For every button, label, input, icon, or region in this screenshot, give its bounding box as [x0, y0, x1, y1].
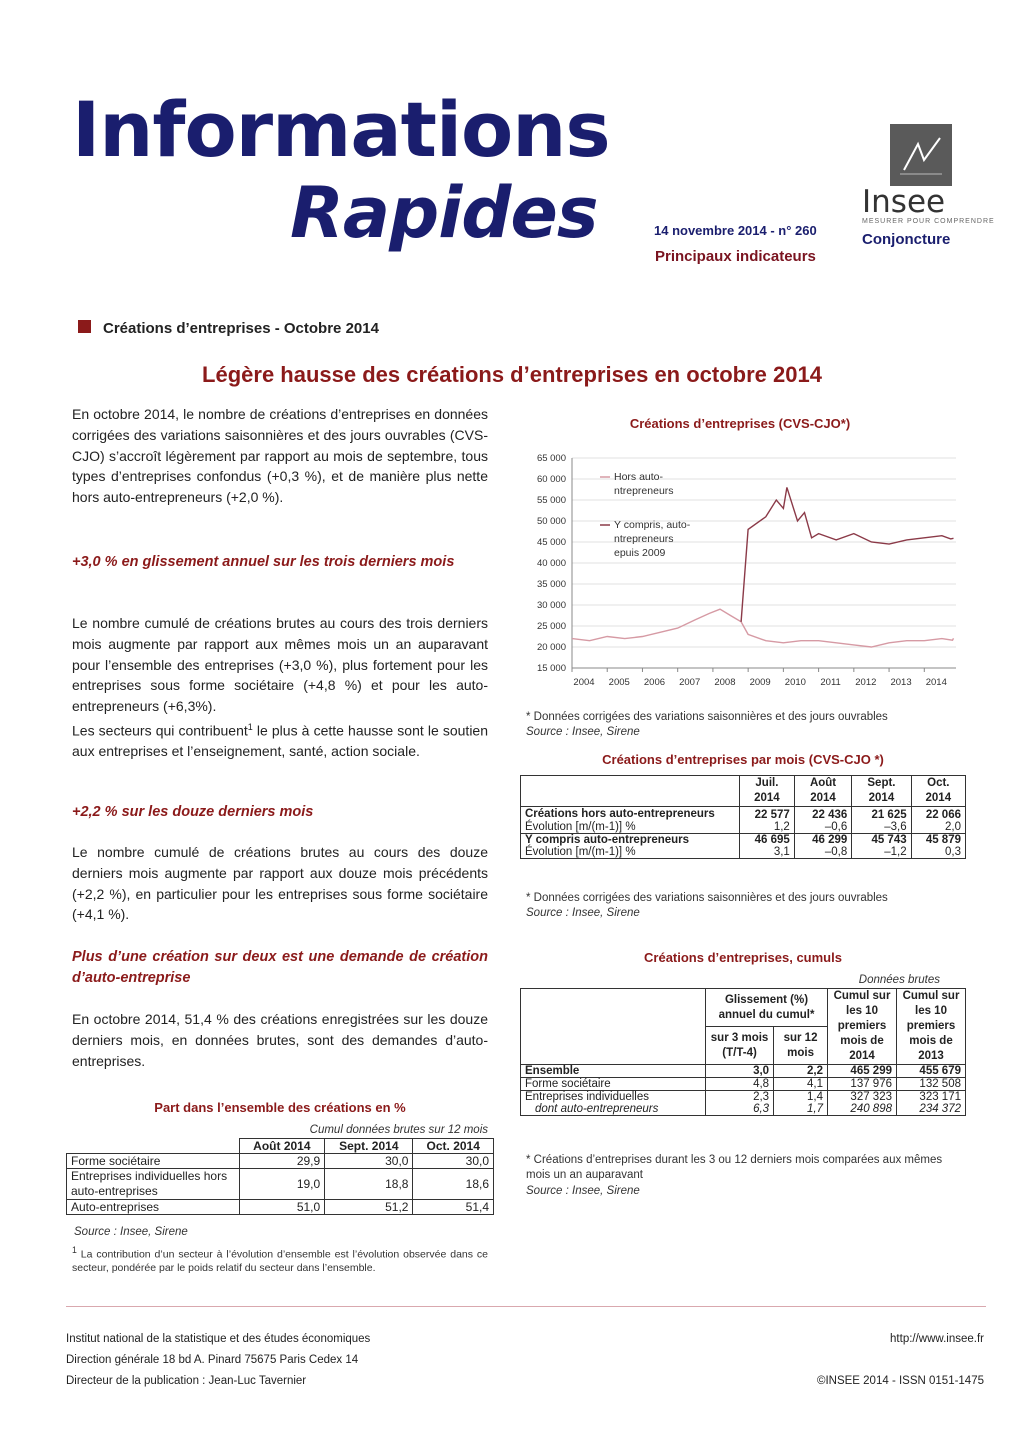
x-tick-label: 2008 [714, 677, 736, 688]
table-row [521, 1078, 966, 1091]
table-cell: 132 508 [897, 1078, 966, 1091]
table-row [521, 1091, 966, 1104]
table-row [521, 807, 966, 822]
insee-logo-tagline: MESURER POUR COMPRENDRE [862, 218, 995, 225]
table-row [67, 1200, 494, 1215]
cumul-table-caption: Données brutes [858, 974, 940, 986]
month-table-note: * Données corrigées des variations saisonnières et des jours ouvrables [526, 892, 888, 904]
table-header-row [521, 776, 966, 807]
table-cell: 18,6 [413, 1169, 494, 1200]
row-label: Ensemble [521, 1065, 706, 1078]
y-tick-label: 50 000 [536, 516, 566, 527]
y-tick-label: 30 000 [536, 600, 566, 611]
col-header: Cumul sur les 10 premiers mois de 2013 [897, 989, 966, 1065]
footer-address: Direction générale 18 bd A. Pinard 75675 Paris Cedex 14 [66, 1354, 359, 1366]
table-cell: 234 372 [897, 1103, 966, 1116]
table-row [67, 1154, 494, 1169]
y-tick-label: 20 000 [536, 642, 566, 653]
footer-copyright: ©INSEE 2014 - ISSN 0151-1475 [816, 1375, 984, 1387]
table-cell: 30,0 [325, 1154, 413, 1169]
chart-note: * Données corrigées des variations saisonnières et des jours ouvrables [526, 711, 888, 723]
insee-logo-conjoncture: Conjoncture [862, 231, 951, 248]
table-cell: 137 976 [828, 1078, 897, 1091]
part-table-source: Source : Insee, Sirene [74, 1226, 188, 1238]
y-tick-label: 25 000 [536, 621, 566, 632]
col-header: Juil. 2014 [740, 776, 795, 807]
paragraph-auto-entreprise: En octobre 2014, 51,4 % des créations enregistrées sur les douze derniers mois, en données brutes, sont des demandes d’auto-entreprises. [72, 1011, 488, 1069]
table-cell: 51,0 [239, 1200, 325, 1215]
col-header: Sept. 2014 [852, 776, 911, 807]
part-table-title: Part dans l’ensemble des créations en % [154, 1100, 406, 1115]
table-cell: 240 898 [828, 1103, 897, 1116]
row-label: Évolution [m/(m-1)] % [521, 821, 740, 834]
x-tick-label: 2004 [573, 677, 595, 688]
footer-institute: Institut national de la statistique et des études économiques [66, 1333, 371, 1345]
insee-logo-name: Insee [862, 184, 946, 220]
line-chart [520, 440, 966, 700]
table-cell: 46 299 [794, 834, 851, 847]
table-cell: 323 171 [897, 1091, 966, 1104]
table-cell: 51,2 [325, 1200, 413, 1215]
page-title: Légère hausse des créations d’entreprises en octobre 2014 [202, 362, 822, 387]
table-row [521, 834, 966, 847]
table-cell: –0,8 [794, 846, 851, 859]
table-cell: 18,8 [325, 1169, 413, 1200]
table-header-row [521, 989, 966, 1027]
table-cell: 1,2 [740, 821, 795, 834]
table-cell: 4,1 [774, 1078, 828, 1091]
paragraph-sectors: Les secteurs qui contribuent$^1$ le plus à cette hausse sont le soutien aux entreprises et l’enseignement, santé, action sociale. [72, 722, 489, 760]
table-row [67, 1169, 494, 1200]
x-tick-label: 2013 [890, 677, 912, 688]
col-header: sur 3 mois (T/T-4) [706, 1027, 774, 1065]
table-header-row [67, 1139, 494, 1154]
x-tick-label: 2014 [925, 677, 947, 688]
section-marker [78, 320, 91, 333]
table-cell: 30,0 [413, 1154, 494, 1169]
row-label: Forme sociétaire [67, 1154, 240, 1169]
table-cell: 22 066 [911, 807, 965, 822]
table-cell: 51,4 [413, 1200, 494, 1215]
table-row [521, 846, 966, 859]
x-tick-label: 2005 [608, 677, 630, 688]
table-cell: 4,8 [706, 1078, 774, 1091]
subheading-auto-entreprise: Plus d’une création sur deux est une demande de création d’auto-entreprise [72, 949, 488, 986]
table-cell: 3,0 [706, 1065, 774, 1078]
table-cell: 6,3 [706, 1103, 774, 1116]
y-tick-label: 35 000 [536, 579, 566, 590]
subheading-annual: +3,0 % en glissement annuel sur les trois derniers mois [72, 554, 455, 570]
footnote: $^1$ La contribution d’un secteur à l’évolution d’ensemble est l’évolution observée dans ce secteur, pondérée par le poids relatif du secteur dans l’ensemble. [72, 1245, 488, 1274]
paragraph-intro: En octobre 2014, le nombre de créations d’entreprises en données corrigées des variations saisonnières et des jours ouvrables (CVS-CJO) s’accroît légèrement par rapport au mois de septembre, tous types d’entreprises confondus (+0,3 %), et de manière plus nette hors auto-entrepreneurs (+2,0 %). [72, 406, 488, 506]
legend-label: Hors auto-ntrepreneurs [614, 471, 674, 497]
footer-director: Directeur de la publication : Jean-Luc Tavernier [66, 1375, 307, 1387]
part-table-caption: Cumul données brutes sur 12 mois [309, 1124, 488, 1136]
col-header: Août 2014 [239, 1139, 325, 1154]
paragraph-annual: Le nombre cumulé de créations brutes au cours des trois derniers mois augmente par rapport aux mêmes mois un an auparavant pour l’ensemble des entreprises (+3,0 %), plus fortement pour les entreprises sous forme sociétaire (+4,8 %) et pour les auto-entrepreneurs (+6,3%). [72, 615, 488, 715]
publication-category: Principaux indicateurs [655, 248, 816, 265]
table-cell: 1,4 [774, 1091, 828, 1104]
footer-url-link[interactable]: http://www.insee.fr [890, 1333, 984, 1345]
row-label: Créations hors auto-entrepreneurs [521, 807, 740, 822]
x-tick-label: 2009 [749, 677, 771, 688]
month-table-title: Créations d’entreprises par mois (CVS-CJO *) [602, 752, 884, 767]
table-cell: 45 879 [911, 834, 965, 847]
row-label: dont auto-entrepreneurs [521, 1103, 706, 1116]
section-label: Créations d’entreprises - Octobre 2014 [103, 320, 379, 337]
subheading-twelve-months: +2,2 % sur les douze derniers mois [72, 804, 314, 820]
row-label: Entreprises individuelles hors auto-entreprises [67, 1169, 240, 1200]
table-cell: 327 323 [828, 1091, 897, 1104]
table-row [521, 821, 966, 834]
col-header: Cumul sur les 10 premiers mois de 2014 [828, 989, 897, 1065]
part-table [66, 1138, 494, 1215]
month-table-source: Source : Insee, Sirene [526, 907, 640, 919]
table-cell: –3,6 [852, 821, 911, 834]
y-tick-label: 60 000 [536, 474, 566, 485]
row-label: Forme sociétaire [521, 1078, 706, 1091]
chart-title: Créations d’entreprises (CVS-CJO*) [629, 416, 851, 431]
x-tick-label: 2011 [820, 677, 841, 688]
table-cell: –1,2 [852, 846, 911, 859]
month-table [520, 775, 966, 859]
x-tick-label: 2012 [855, 677, 877, 688]
table-cell: 45 743 [852, 834, 911, 847]
table-cell: 22 436 [794, 807, 851, 822]
y-tick-label: 45 000 [536, 537, 566, 548]
table-row [521, 1065, 966, 1078]
table-cell: 455 679 [897, 1065, 966, 1078]
series-line-2 [741, 487, 953, 621]
table-cell: –0,6 [794, 821, 851, 834]
table-cell: 2,2 [774, 1065, 828, 1078]
row-label: Évolution [m/(m-1)] % [521, 846, 740, 859]
footer-divider [66, 1306, 986, 1307]
x-tick-label: 2006 [643, 677, 666, 688]
table-cell: 22 577 [740, 807, 795, 822]
cumul-table-note: * Créations d’entreprises durant les 3 ou 12 derniers mois comparées aux mêmes mois un an auparavant [526, 1154, 943, 1181]
table-cell: 46 695 [740, 834, 795, 847]
cumul-table [520, 988, 966, 1116]
chart-source: Source : Insee, Sirene [526, 726, 640, 738]
table-cell: 1,7 [774, 1103, 828, 1116]
table-cell: 465 299 [828, 1065, 897, 1078]
paragraph-twelve-months: Le nombre cumulé de créations brutes au cours des douze derniers mois augmente par rapport aux douze mois précédents (+2,2 %), en particulier pour les entreprises sous forme sociétaire (+4,1 %). [72, 844, 488, 923]
cumul-table-source: Source : Insee, Sirene [526, 1185, 640, 1197]
col-header: Août 2014 [794, 776, 851, 807]
table-cell: 2,0 [911, 821, 965, 834]
publication-date: 14 novembre 2014 - n° 260 [654, 223, 817, 238]
table-cell: 2,3 [706, 1091, 774, 1104]
x-tick-label: 2007 [679, 677, 701, 688]
table-row [521, 1103, 966, 1116]
masthead-title: Informations [72, 85, 610, 174]
col-header: Oct. 2014 [911, 776, 965, 807]
series-line-1 [572, 609, 954, 647]
y-tick-label: 55 000 [536, 495, 566, 506]
cumul-table-title: Créations d’entreprises, cumuls [644, 950, 842, 965]
col-header: sur 12 mois [774, 1027, 828, 1065]
y-tick-label: 40 000 [536, 558, 566, 569]
row-label: Entreprises individuelles [521, 1091, 706, 1104]
insee-logo-icon [890, 124, 952, 186]
table-cell: 29,9 [239, 1154, 325, 1169]
table-cell: 19,0 [239, 1169, 325, 1200]
table-cell: 0,3 [911, 846, 965, 859]
table-cell: 21 625 [852, 807, 911, 822]
y-tick-label: 15 000 [536, 663, 566, 674]
col-header: Glissement (%) annuel du cumul* [706, 989, 828, 1027]
row-label: Y compris auto-entrepreneurs [521, 834, 740, 847]
row-label: Auto-entreprises [67, 1200, 240, 1215]
col-header: Oct. 2014 [413, 1139, 494, 1154]
masthead-subtitle: Rapides [290, 172, 598, 254]
x-tick-label: 2010 [784, 677, 806, 688]
y-tick-label: 65 000 [536, 453, 566, 464]
legend-label: Y compris, auto-ntrepreneurs epuis 2009 [614, 519, 691, 559]
table-cell: 3,1 [740, 846, 795, 859]
col-header: Sept. 2014 [325, 1139, 413, 1154]
